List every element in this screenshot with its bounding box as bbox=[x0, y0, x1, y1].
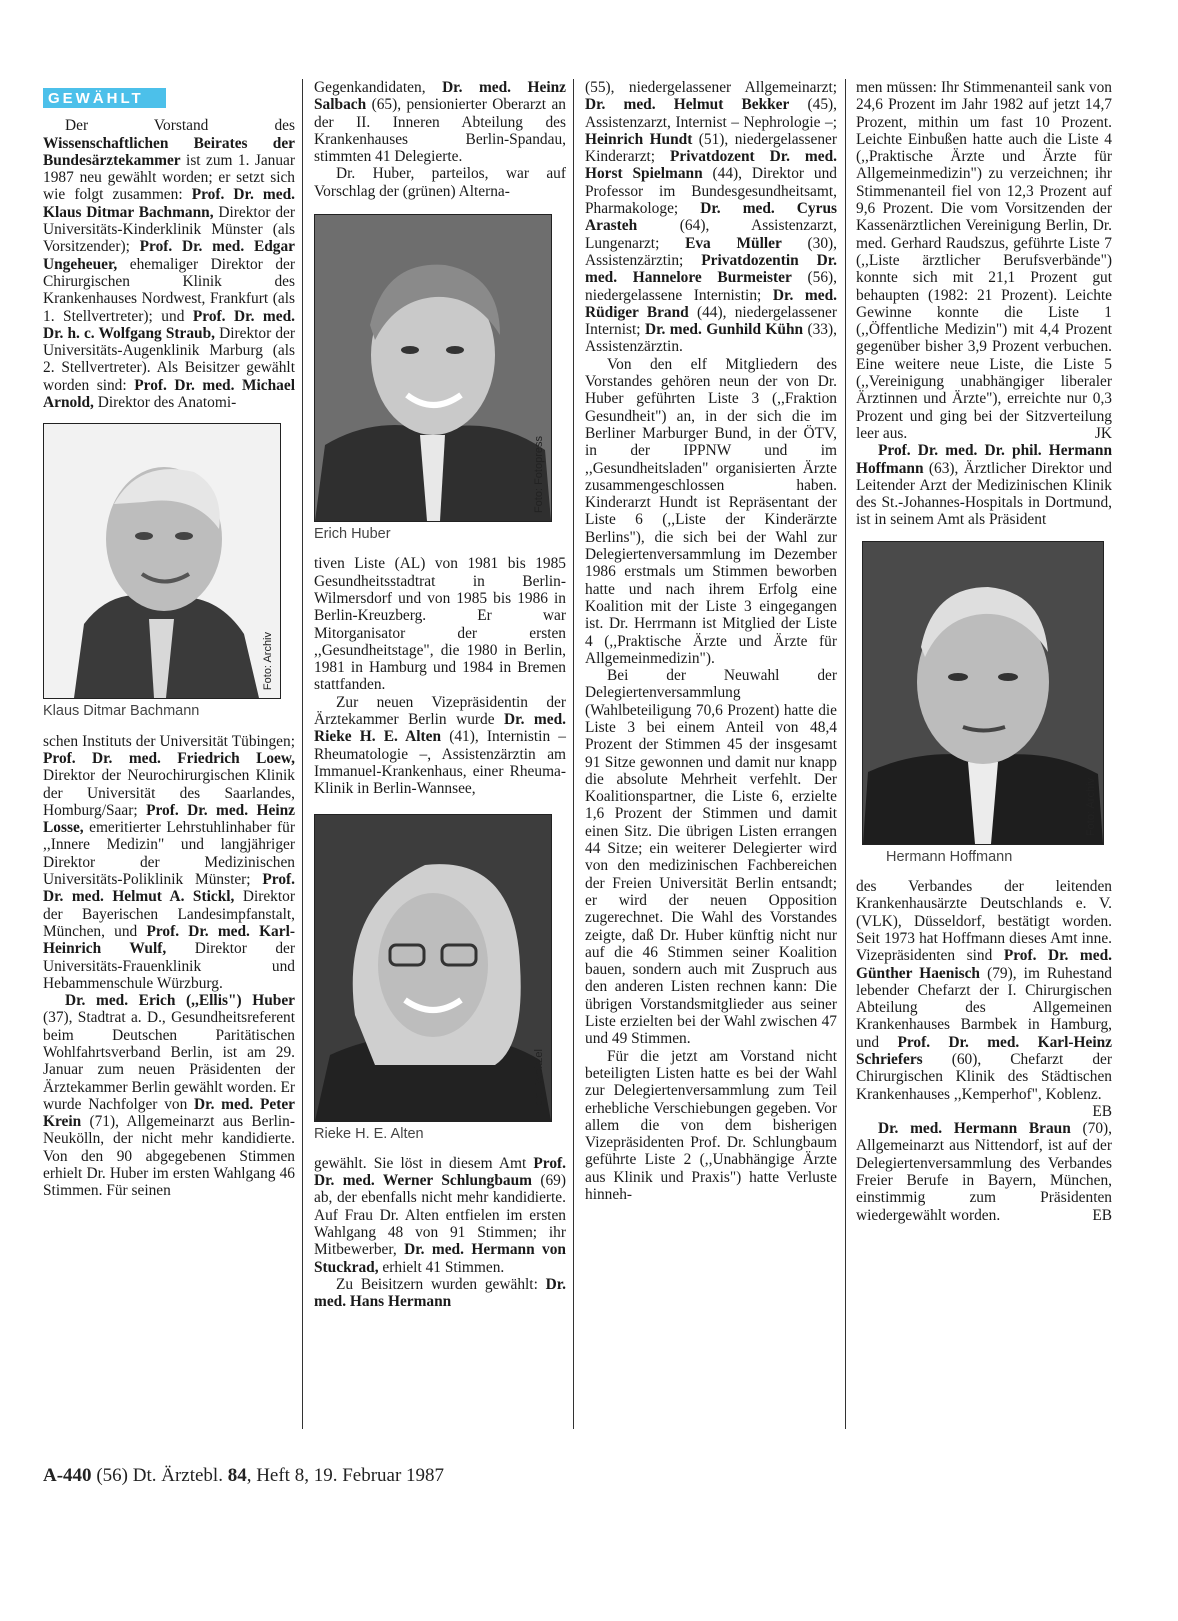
photo-credit: Foto: Fotopress bbox=[532, 436, 545, 514]
paragraph-salbach: Gegenkandidaten, Dr. med. Heinz Salbach (65), pensionierter Oberarzt an der II. Inneren Abteilung des Krankenhauses Berlin-Spandau, stimmten 41 Delegierte. bbox=[314, 79, 566, 166]
paragraph-beisitzer: Zu Beisitzern wurden gewählt: Dr. med. Hans Hermann bbox=[314, 1275, 566, 1311]
column-2 bbox=[314, 79, 566, 1311]
photo-alten bbox=[314, 814, 552, 1122]
photo-credit: Foto: Weitzel bbox=[532, 1048, 545, 1113]
photo-credit: Foto: Archiv bbox=[1084, 777, 1097, 836]
author-signature: JK bbox=[1094, 424, 1112, 442]
column-rule bbox=[573, 79, 574, 1429]
portrait-huber bbox=[315, 215, 551, 521]
paragraph-board-cont: schen Instituts der Universität Tübingen; Prof. Dr. med. Friedrich Loew, Direktor der Neurochirurgischen Klinik der Universität des Saarlandes, Homburg/Saar; Prof. Dr. med. Heinz Losse, emeritierter Lehrstuhlinhaber für ,,Innere Medizin" und langjähriger Direktor der Medizinischen Universitäts-Poliklinik Münster; Prof. Dr. med. Helmut A. Stickl, Direktor der Bayerischen Landesimpfanstalt, München, und Prof. Dr. med. Karl-Heinrich Wulf, Direktor der Universitäts-Frauenklinik und Hebammenschule Würzburg. bbox=[43, 732, 295, 992]
column-3 bbox=[585, 79, 837, 1203]
photo-hoffmann bbox=[862, 541, 1104, 845]
photo-credit: Foto: Archiv bbox=[261, 632, 274, 691]
column-rule bbox=[302, 79, 303, 1429]
photo-caption: Rieke H. E. Alten bbox=[314, 1125, 424, 1142]
paragraph-election: Bei der Neuwahl der Delegiertenversammlung (Wahlbeteiligung 70,6 Prozent) hatte die Liste 3 bei einem Anteil von 48,4 Prozent der Stimmen 45 der insgesamt 91 Sitze gewonnen und damit nur knapp die absolute Mehrheit verfehlt. Der Koalitionspartner, die Liste 6, erzielte 1,6 Prozent der Stimmen und damit einen Sitz. Die übrigen Listen errangen 44 Sitze; ein weiterer Delegierter wird von den medizinischen Fachbereichen der Freien Universität Berlin entsandt; er wird der neuen Opposition zugerechnet. Die Wahl des Vorstandes zeigte, daß Dr. Huber künftig nicht nur auf die 46 Stimmen seiner Koalition bauen, sondern auch mit Zuspruch aus den anderen Listen rechnen kann: Die übrigen Vorstandsmitglieder aus seiner Liste erzielten bei der Wahl zwischen 47 und 49 Stimmen. bbox=[585, 667, 837, 1048]
paragraph-board: Der Vorstand des Wissenschaftlichen Beirates der Bundesärztekammer ist zum 1. Januar 1987 neu gewählt worden; er setzt sich wie folgt zusammen: Prof. Dr. med. Klaus Ditmar Bachmann, Direktor der Universitäts-Kinderklinik Münster (als Vorsitzender); Prof. Dr. med. Edgar Ungeheuer, ehemaliger Direktor der Chirurgischen Klinik des Krankenhauses Nordwest, Frankfurt (als 1. Stellvertreter); und Prof. Dr. med. Dr. h. c. Wolfgang Straub, Direktor der Universitäts-Augenklinik Marburg (als 2. Stellvertreter). Als Beisitzer gewählt worden sind: Prof. Dr. med. Michael Arnold, Direktor des Anatomi- bbox=[43, 117, 296, 412]
page-footer: A-440 (56) Dt. Ärztebl. 84, Heft 8, 19. Februar 1987 bbox=[43, 1465, 445, 1486]
paragraph-lists: Von den elf Mitgliedern des Vorstandes gehören neun der von Dr. Huber geführten Liste 3 (,,Fraktion Gesundheit") an, in der sich die im Berliner Marburger Bund, in der ÖTV, in der IPPNW und im ,,Gesundheitsladen" organisierten Ärzte zusammengeschlossen haben. Kinderarzt Hundt ist Repräsentant der Liste 6 (,,Liste der Kinderärzte Berlins"), die sich bei der Wahl zur Delegiertenversammlung im Dezember 1986 erstmals um Stimmen beworben hatte und nach ihrem Erfolg eine Koalition mit der Liste 3 eingegangen ist. Dr. Herrmann ist Mitglied der Liste 4 (,,Praktische Ärzte und Ärzte für Allgemeinmedizin"). bbox=[585, 355, 837, 667]
photo-caption: Klaus Ditmar Bachmann bbox=[43, 703, 200, 720]
portrait-alten bbox=[315, 815, 551, 1121]
paragraph-alten: Zur neuen Vizepräsidentin der Ärztekammer Berlin wurde Dr. med. Rieke H. E. Alten (41), Internistin – Rheumatologie –, Assistenzärztin am Immanuel-Krankenhaus, einer Rheuma-Klinik in Berlin-Wannsee, bbox=[314, 693, 566, 798]
paragraph-members: (55), niedergelassener Allgemeinarzt; Dr. med. Helmut Bekker (45), Assistenzarzt, Internist – Nephrologie –; Heinrich Hundt (51), niedergelassener Kinderarzt; Privatdozent Dr. med. Horst Spielmann (44), Direktor und Professor im Bundesgesundheitsamt, Pharmakologe; Dr. med. Cyrus Arasteh (64), Assistenzarzt, Lungenarzt; Eva Müller (30), Assistenzärztin; Privatdozentin Dr. med. Hannelore Burmeister (56), niedergelassene Internistin; Dr. med. Rüdiger Brand (44), niedergelassener Internist; Dr. med. Gunhild Kühn (33), Assistenzärztin. bbox=[585, 79, 838, 356]
paragraph-huber-career: tiven Liste (AL) von 1981 bis 1985 Gesundheitsstadtrat in Berlin-Wilmersdorf und von 1985 bis 1986 in Berlin-Kreuzberg. Er war Mitorganisator der ersten ,,Gesundheitstage", die 1980 in Berlin, 1981 in Hamburg und 1984 in Bremen stattfanden. bbox=[314, 555, 566, 694]
paragraph-vlk: des Verbandes der leitenden Krankenhausärzte Deutschlands e. V. (VLK), Düsseldorf, bestätigt worden. Seit 1973 hat Hoffmann dieses Amt inne. Vizepräsidenten sind Prof. Dr. med. Günther Haenisch (79), im Ruhestand lebender Chefarzt der I. Chirurgischen Abteilung des Allgemeinen Krankenhauses Barmbek in Hamburg, und Prof. Dr. med. Karl-Heinz Schriefers (60), Chefarzt der Chirurgischen Klinik des Städtischen Krankenhauses ,,Kemperhof", Koblenz. EB bbox=[856, 878, 1112, 1120]
photo-bachmann bbox=[43, 423, 281, 699]
paragraph-results: men müssen: Ihr Stimmenanteil sank von 24,6 Prozent im Jahr 1982 auf jetzt 14,7 Prozent, mithin um fast 10 Prozent. Leichte Einbußen hatte auch die Liste 4 (,,Praktische Ärzte und Ärzte für Allgemeinmedizin") zu verzeichnen; ihr Stimmenanteil fiel von 12,3 Prozent auf 9,6 Prozent. Die vom Vorsitzenden der Kassenärztlichen Vereinigung Berlin, Dr. med. Gerhard Raudszus, geführte Liste 7 (,,Liste ärztlicher Berufsverbände") konnte sich mit 21,1 Prozent gut behaupten (1982: 21 Prozent). Leichte Gewinne konnte die Liste 1 (,,Öffentliche Medizin") mit 4,4 Prozent gegenüber bisher 3,9 Prozent verbuchen. Eine weitere neue Liste, die Liste 5 (,,Vereinigung unabhängiger liberaler Ärztinnen und Ärzte"), erreichte nur 0,3 Prozent und ging bei der Sitzverteilung leer aus. JK bbox=[856, 79, 1112, 442]
photo-caption: Erich Huber bbox=[314, 526, 391, 543]
column-rule bbox=[845, 79, 846, 1429]
section-label: GEWÄHLT bbox=[43, 88, 166, 108]
paragraph-huber: Dr. med. Erich (,,Ellis") Huber (37), Stadtrat a. D., Gesundheitsreferent beim Deutschen Paritätischen Wohlfahrtsverband Berlin, ist am 29. Januar zum neuen Präsidenten der Ärztekammer Berlin gewählt worden. Er wurde Nachfolger von Dr. med. Peter Krein (71), Allgemeinarzt aus Berlin-Neukölln, der nicht mehr kandidierte. Von den 90 abgegebenen Stimmen erhielt Dr. Huber im ersten Wahlgang 46 Stimmen. Für seinen bbox=[43, 992, 295, 1200]
page-number: A-440 bbox=[43, 1465, 92, 1486]
paragraph-hoffmann: Prof. Dr. med. Dr. phil. Hermann Hoffmann (63), Ärztlicher Direktor und Leitender Arzt der Medizinischen Klinik des St.-Johannes-Hospitals in Dortmund, ist in seinem Amt als Präsident bbox=[856, 442, 1112, 529]
photo-huber bbox=[314, 214, 552, 522]
portrait-bachmann bbox=[44, 424, 280, 698]
author-signature: EB bbox=[1092, 1102, 1112, 1120]
column-1 bbox=[43, 79, 295, 1200]
portrait-hoffmann bbox=[863, 542, 1103, 844]
paragraph-huber-party: Dr. Huber, parteilos, war auf Vorschlag der (grünen) Alterna- bbox=[314, 165, 566, 200]
paragraph-shifts: Für die jetzt am Vorstand nicht beteiligten Listen hatte es bei der Wahl zur Delegiertenversammlung zum Teil erhebliche Verschiebungen gegeben. Vor allem die von dem bisherigen Vizepräsidenten Prof. Dr. Schlungbaum geführte Liste 2 (,,Unabhängige Ärzte aus Klinik und Praxis") hatte Verluste hinneh- bbox=[585, 1047, 837, 1203]
column-4 bbox=[856, 79, 1112, 1224]
paragraph-braun: Dr. med. Hermann Braun (70), Allgemeinarzt aus Nittendorf, ist auf der Delegiertenversammlung des Verbandes Freier Berufe in Bayern, München, einstimmig zum Präsidenten wiedergewählt worden. EB bbox=[856, 1120, 1112, 1224]
author-signature: EB bbox=[1092, 1206, 1112, 1224]
paragraph-schlungbaum: gewählt. Sie löst in diesem Amt Prof. Dr. med. Werner Schlungbaum (69) ab, der ebenfalls nicht mehr kandidierte. Auf Frau Dr. Alten entfielen im ersten Wahlgang 48 von 91 Stimmen; ihr Mitbewerber, Dr. med. Hermann von Stuckrad, erhielt 41 Stimmen. bbox=[314, 1154, 566, 1276]
photo-caption: Hermann Hoffmann bbox=[886, 848, 1013, 865]
